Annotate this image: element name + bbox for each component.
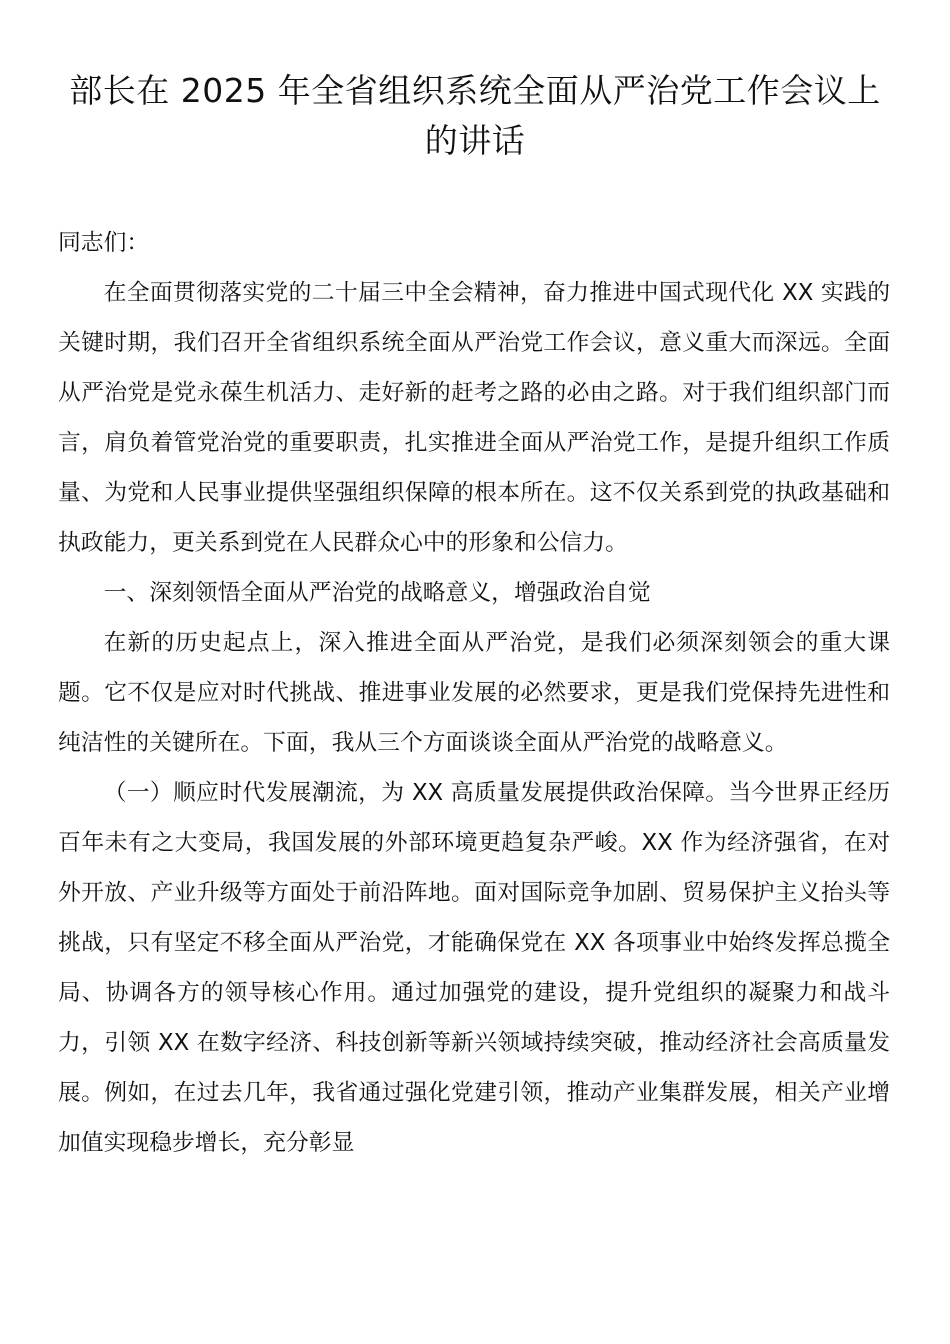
paragraph-section-1-intro: 在新的历史起点上，深入推进全面从严治党，是我们必须深刻领会的重大课题。它不仅是应对时代挑战、推进事业发展的必然要求，更是我们党保持先进性和纯洁性的关键所在。下面，我从三个方面谈谈全面从严治党的战略意义。 [58,630,890,756]
section-heading-1: 一、深刻领悟全面从严治党的战略意义，增强政治自觉 [103,580,651,606]
document-body [58,218,890,1168]
document-title: 部长在 2025 年全省组织系统全面从严治党工作会议上的讲话 [69,71,881,160]
salutation: 同志们： [58,230,150,256]
paragraph-subsection-1: （一）顺应时代发展潮流，为 XX 高质量发展提供政治保障。当今世界正经历百年未有之大变局，我国发展的外部环境更趋复杂严峻。XX 作为经济强省，在对外开放、产业升级等方面处于前沿阵地。面对国际竞争加剧、贸易保护主义抬头等挑战，只有坚定不移全面从严治党，才能确保党在 XX 各项事业中始终发挥总揽全局、协调各方的领导核心作用。通过加强党的建设，提升党组织的凝聚力和战斗力，引领 XX 在数字经济、科技创新等新兴领域持续突破，推动经济社会高质量发展。例如，在过去几年，我省通过强化党建引领，推动产业集群发展，相关产业增加值实现稳步增长，充分彰显 [58,780,890,1156]
paragraph-intro: 在全面贯彻落实党的二十届三中全会精神，奋力推进中国式现代化 XX 实践的关键时期，我们召开全省组织系统全面从严治党工作会议，意义重大而深远。全面从严治党是党永葆生机活力、走好新的赶考之路的必由之路。对于我们组织部门而言，肩负着管党治党的重要职责，扎实推进全面从严治党工作，是提升组织工作质量、为党和人民事业提供坚强组织保障的根本所在。这不仅关系到党的执政基础和执政能力，更关系到党在人民群众心中的形象和公信力。 [58,280,890,556]
